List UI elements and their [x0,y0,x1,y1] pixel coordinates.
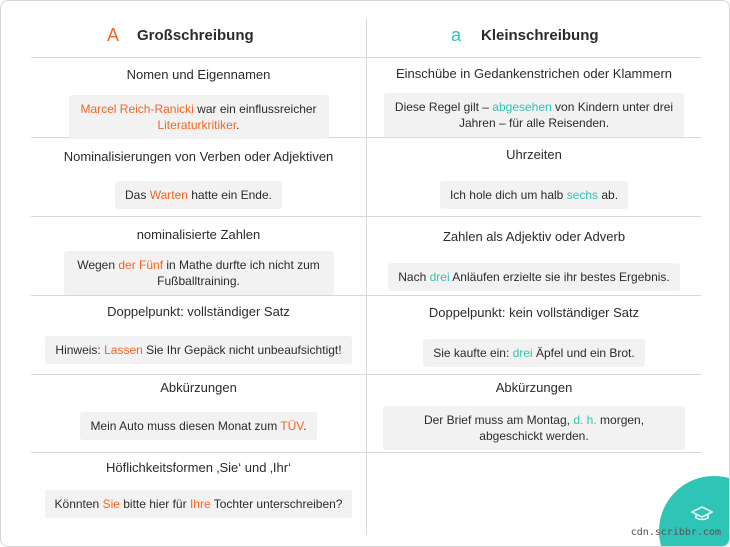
highlighted-word: Warten [149,188,188,202]
example-text: Diese Regel gilt – [394,100,493,114]
example-text: Das [125,188,150,202]
rule-heading: Nomen und Eigennamen [126,67,271,82]
rule-heading: Doppelpunkt: vollständiger Satz [107,304,290,319]
example-text: Mein Auto muss diesen Monat zum [90,419,281,433]
left-row-3 [31,227,366,295]
row-divider [31,216,701,217]
example-text: Sie kaufte ein: [433,346,513,360]
left-row-5 [31,380,366,440]
row-divider [367,452,701,453]
highlighted-word: abgesehen [492,100,552,114]
example-text: von Kindern unter drei Jahren – für alle Reisenden. [458,100,674,130]
graduation-cap-icon [691,506,713,522]
right-row-5 [367,380,701,450]
example-box [440,181,628,209]
rule-heading: Doppelpunkt: kein vollständiger Satz [428,305,640,320]
left-row-4 [31,304,366,364]
example-box [388,263,680,291]
example-box [69,95,329,139]
highlighted-word: Literaturkritiker [157,118,237,132]
highlighted-word: Sie [102,497,120,511]
highlighted-word: Ihre [189,497,211,511]
example-text: Hinweis: [55,343,105,357]
highlighted-word: Lassen [104,343,143,357]
example-text: in Mathe durfte ich nicht zum Fußballtraining. [157,258,320,288]
highlighted-word: drei [512,346,533,360]
example-text: . [236,118,240,132]
row-divider [31,374,701,375]
example-box [45,490,353,518]
left-row-1 [31,67,366,139]
lowercase-letter: a [451,24,462,45]
highlighted-word: d. h. [573,413,597,427]
example-text: Könnten [54,497,103,511]
right-header-title: Kleinschreibung [481,26,599,44]
highlighted-word: der Fünf [118,258,164,272]
example-box [384,93,684,137]
left-header [107,23,254,47]
example-text: Anläufen erzielte sie ihr bestes Ergebnis. [449,270,670,284]
example-box [423,339,644,367]
example-text: bitte hier für [119,497,190,511]
example-box [383,406,685,450]
example-box [115,181,282,209]
highlighted-word: TÜV [280,419,304,433]
right-row-4 [367,305,701,367]
example-text: Ich hole dich um halb [449,188,567,202]
right-row-2 [367,147,701,209]
left-row-6 [31,460,366,518]
highlighted-word: Marcel Reich-Ranicki [80,102,194,116]
rule-heading: Nominalisierungen von Verben oder Adjektiven [63,149,334,164]
left-row-2 [31,149,366,209]
rule-heading: Abkürzungen [160,380,237,395]
example-text: hatte ein Ende. [187,188,272,202]
right-row-3 [367,229,701,291]
example-text: . [303,419,307,433]
rule-heading: Zahlen als Adjektiv oder Adverb [442,229,626,244]
right-header [451,23,599,47]
example-text: ab. [598,188,619,202]
right-row-1 [367,66,701,137]
example-text: Sie Ihr Gepäck nicht unbeaufsichtigt! [142,343,342,357]
left-header-title: Großschreibung [137,26,254,44]
rule-heading: Höflichkeitsformen ‚Sie‘ und ‚Ihr‘ [106,460,291,475]
watermark: cdn.scribbr.com [630,527,721,538]
example-text: Nach [398,270,430,284]
highlighted-word: sechs [566,188,599,202]
rule-heading: Abkürzungen [495,380,573,395]
example-box [45,336,351,364]
example-text: Wegen [77,258,119,272]
row-divider [31,452,366,453]
row-divider [31,57,701,58]
example-box [64,251,334,295]
example-text: Tochter unterschreiben? [210,497,343,511]
rule-heading: nominalisierte Zahlen [136,227,261,242]
example-text: Der Brief muss am Montag, [423,413,574,427]
rule-heading: Uhrzeiten [506,147,562,162]
example-text: Äpfel und ein Brot. [532,346,635,360]
example-box [80,412,316,440]
highlighted-word: drei [429,270,450,284]
example-text: morgen, abgeschickt werden. [479,413,645,443]
rule-heading: Einschübe in Gedankenstrichen oder Klammern [395,66,673,81]
uppercase-letter: A [107,24,120,45]
row-divider [31,295,701,296]
example-text: war ein einflussreicher [193,102,317,116]
